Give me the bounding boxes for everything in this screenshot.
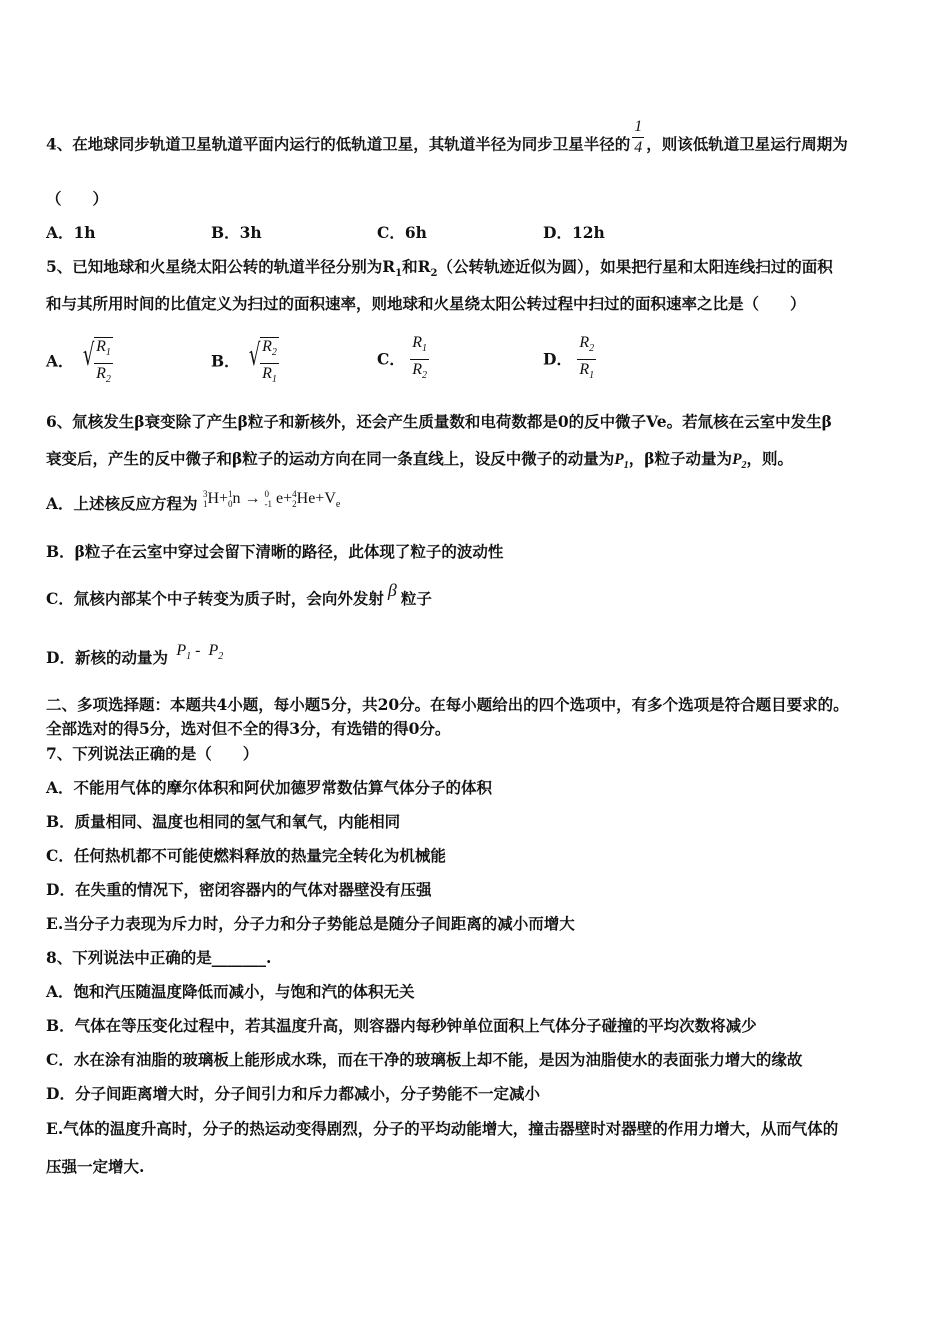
q5-stem-line2: 和与其所用时间的比值定义为扫过的面积速率，则地球和火星绕太阳公转过程中扫过的面积速率之比是（ ）: [46, 294, 806, 313]
q4-option-d: D．12h: [543, 223, 605, 242]
q4-stem: 4、在地球同步轨道卫星轨道平面内运行的低轨道卫星，其轨道半径为同步卫星半径的 $\frac{1}{4}$ ，则该低轨道卫星运行周期为: [46, 118, 848, 156]
q7-option-c: C．任何热机都不可能使燃料释放的热量完全转化为机械能: [46, 846, 446, 865]
q5-option-a: A． √ $\frac{R_1}{R_2}$: [46, 334, 113, 389]
sqrt-symbol: √ $\frac{R_1}{R_2}$: [79, 334, 113, 389]
fraction: $\frac{R_1}{R_2}$: [412, 334, 428, 382]
q8-stem: 8、下列说法中正确的是_______.: [46, 948, 272, 967]
q4-fraction: $\frac{1}{4}$: [634, 118, 643, 156]
q7-option-b: B．质量相同、温度也相同的氢气和氧气，内能相同: [46, 812, 401, 831]
q6-stem-line2: 衰变后，产生的反中微子和β粒子的运动方向在同一条直线上，设反中微子的动量为$P_1$，β粒子动量为$P_2$，则。: [46, 449, 794, 472]
q7-option-e: E.当分子力表现为斥力时，分子力和分子势能总是随分子间距离的减小而增大: [46, 914, 575, 933]
q5-option-b: B． √ $\frac{R_2}{R_1}$: [211, 334, 279, 389]
q8-option-e-continuation: 压强一定增大.: [46, 1157, 145, 1176]
q4-option-c: C．6h: [377, 223, 427, 242]
section2-heading-line2: 全部选对的得5分，选对但不全的得3分，有选错的得0分。: [46, 719, 451, 738]
q7-stem: 7、下列说法正确的是（ ）: [46, 744, 259, 763]
nuclear-equation: 3 1 H+ 1 0 n → 0 -1 e+ 4 2 $He+V_e$: [202, 489, 341, 511]
q8-option-a: A．饱和汽压随温度降低而减小，与饱和汽的体积无关: [46, 982, 415, 1001]
fraction: $\frac{R_2}{R_1}$: [579, 334, 595, 382]
q6-option-d: D．新核的动量为 $P_1 - P_2$: [46, 642, 224, 667]
q6-option-b: B．β粒子在云室中穿过会留下清晰的路径，此体现了粒子的波动性: [46, 542, 504, 561]
sqrt-symbol: √ $\frac{R_2}{R_1}$: [245, 334, 279, 389]
q7-option-a: A．不能用气体的摩尔体积和阿伏加德罗常数估算气体分子的体积: [46, 778, 493, 797]
q5-stem-line1: 5、已知地球和火星绕太阳公转的轨道半径分别为$R_1$和$R_2$（公转轨迹近似为圆），如果把行星和太阳连线扫过的面积: [46, 257, 833, 280]
q6-option-c: C．氚核内部某个中子转变为质子时，会向外发射 β 粒子: [46, 580, 432, 608]
q5-option-c: C． $\frac{R_1}{R_2}$: [377, 334, 429, 385]
q4-option-b: B．3h: [211, 223, 262, 242]
q7-option-d: D．在失重的情况下，密闭容器内的气体对器壁没有压强: [46, 880, 432, 899]
q8-option-e: E.气体的温度升高时，分子的热运动变得剧烈，分子的平均动能增大，撞击器壁时对器壁的作用力增大，从而气体的: [46, 1119, 839, 1138]
q8-option-c: C．水在涂有油脂的玻璃板上能形成水珠，而在干净的玻璃板上却不能，是因为油脂使水的表面张力增大的缘故: [46, 1050, 803, 1069]
q4-option-a: A．1h: [46, 223, 96, 242]
q8-option-d: D．分子间距离增大时，分子间引力和斥力都减小，分子势能不一定减小: [46, 1084, 540, 1103]
q8-option-b: B．气体在等压变化过程中，若其温度升高，则容器内每秒钟单位面积上气体分子碰撞的平均次数将减少: [46, 1016, 757, 1035]
q6-stem-line1: 6、氚核发生β衰变除了产生β粒子和新核外，还会产生质量数和电荷数都是0的反中微子Ve。若氚核在云室中发生β: [46, 412, 832, 431]
q5-option-d: D． $\frac{R_2}{R_1}$: [543, 334, 596, 385]
q6-option-a: A．上述核反应方程为 3 1 H+ 1 0 n → 0 -1 e+ 4 2 $He+V_e$: [46, 489, 341, 513]
section2-heading-line1: 二、多项选择题：本题共4小题，每小题5分，共20分。在每小题给出的四个选项中，有多个选项是符合题目要求的。: [46, 695, 849, 714]
q4-paren: （ ）: [46, 189, 109, 208]
